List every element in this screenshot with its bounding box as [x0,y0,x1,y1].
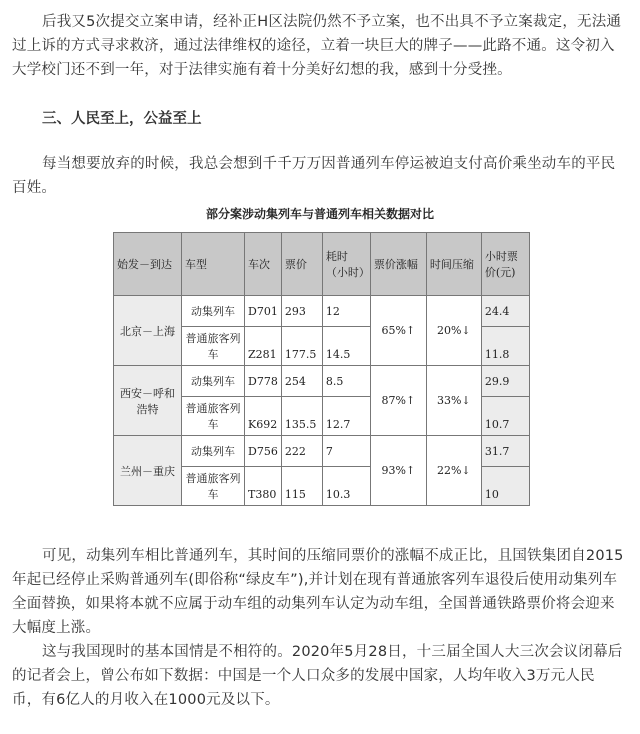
paragraph-national-conditions: 这与我国现时的基本国情是不相符的。2020年5月28日，十三届全国人大三次会议闭幕后的记者会上，曾公布如下数据：中国是一个人口众多的发展中国家，人均年收入3万元人民币，有6亿人的月收入在1000元及以下。 [12,644,623,708]
header-hourly: 小时票价(元) [481,233,529,296]
paragraph-price-analysis: 可见，动集列车相比普通列车，其时间的压缩同票价的涨幅不成正比，且国铁集团自2015年起已经停止采购普通列车(即俗称“绿皮车”),并计划在现有普通旅客列车退役后使用动集列车全面替换，如果将本就不应属于动车组的动集列车认定为动车组，全国普通铁路票价将会迎来大幅度上涨。 [12,548,624,636]
compress-cell: 20%↓ [426,296,481,366]
table-row [114,296,530,327]
table-row [114,436,530,467]
hourly-cell: 10 [481,467,529,506]
paragraph-ordinary-passengers: 每当想要放弃的时候，我总会想到千千万万因普通列车停运被迫支付高价乘坐动车的平民百姓。 [12,156,616,196]
section-heading-people-first: 三、人民至上，公益至上 [42,111,202,127]
table-caption: 部分案涉动集列车与普通列车相关数据对比 [205,207,434,221]
type-cell: 普通旅客列车 [182,397,245,436]
header-compress: 时间压缩 [426,233,481,296]
train-cell: D701 [245,296,282,327]
time-cell: 10.3 [322,467,370,506]
route-cell: 兰州－重庆 [114,436,182,506]
price-cell: 177.5 [281,327,322,366]
header-rise: 票价涨幅 [370,233,426,296]
hourly-cell: 24.4 [481,296,529,327]
table-header-row [114,233,530,296]
type-cell: 动集列车 [182,436,245,467]
header-type: 车型 [182,233,245,296]
time-cell: 7 [322,436,370,467]
time-cell: 14.5 [322,327,370,366]
hourly-cell: 31.7 [481,436,529,467]
route-cell: 北京－上海 [114,296,182,366]
compress-cell: 22%↓ [426,436,481,506]
price-cell: 254 [281,366,322,397]
train-cell: Z281 [245,327,282,366]
hourly-cell: 10.7 [481,397,529,436]
rise-cell: 87%↑ [370,366,426,436]
header-train: 车次 [245,233,282,296]
header-route: 始发－到达 [114,233,182,296]
rise-cell: 65%↑ [370,296,426,366]
hourly-cell: 11.8 [481,327,529,366]
table-row [114,366,530,397]
rise-cell: 93%↑ [370,436,426,506]
train-comparison-table [113,232,530,506]
train-cell: T380 [245,467,282,506]
compress-cell: 33%↓ [426,366,481,436]
type-cell: 动集列车 [182,296,245,327]
time-cell: 12 [322,296,370,327]
route-cell: 西安－呼和浩特 [114,366,182,436]
train-cell: K692 [245,397,282,436]
hourly-cell: 29.9 [481,366,529,397]
price-cell: 115 [281,467,322,506]
time-cell: 8.5 [322,366,370,397]
time-cell: 12.7 [322,397,370,436]
header-time: 耗时（小时） [322,233,370,296]
price-cell: 135.5 [281,397,322,436]
price-cell: 222 [281,436,322,467]
paragraph-filing-attempts: 后我又5次提交立案申请，经补正H区法院仍然不予立案，也不出具不予立案裁定，无法通过上诉的方式寻求救济，通过法律维权的途径，立着一块巨大的牌子——此路不通。这令初入大学校门还不到一年，对于法律实施有着十分美好幻想的我，感到十分受挫。 [12,14,622,78]
train-cell: D756 [245,436,282,467]
price-cell: 293 [281,296,322,327]
type-cell: 普通旅客列车 [182,327,245,366]
type-cell: 动集列车 [182,366,245,397]
header-price: 票价 [281,233,322,296]
type-cell: 普通旅客列车 [182,467,245,506]
train-cell: D778 [245,366,282,397]
